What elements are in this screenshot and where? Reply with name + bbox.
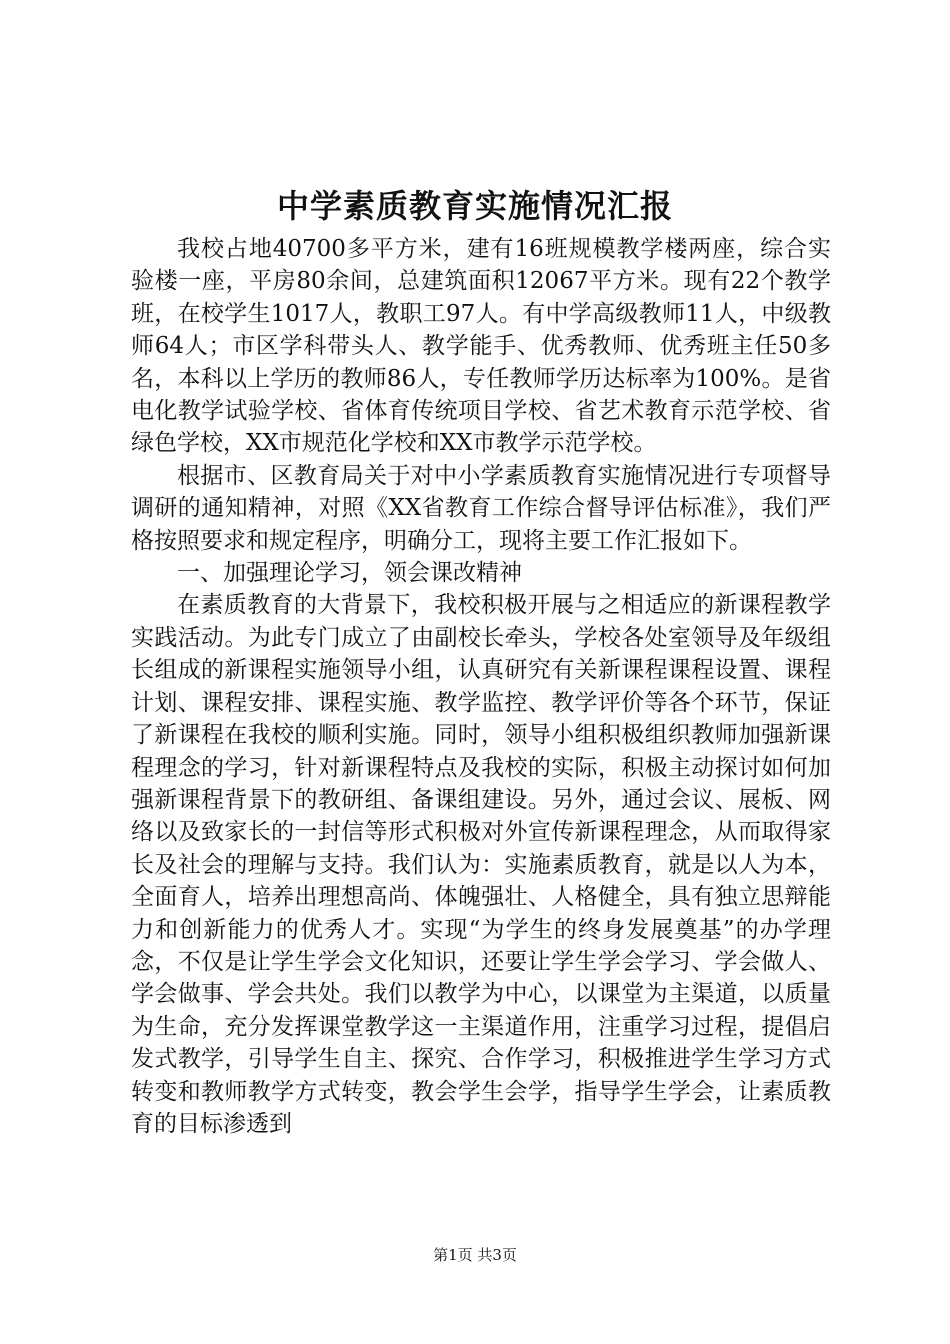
paragraph-curriculum-reform: 在素质教育的大背景下，我校积极开展与之相适应的新课程教学实践活动。为此专门成立了由副校长牵头，学校各处室领导及年级组长组成的新课程实施领导小组，认真研究有关新课程课程设置、课程计划、课程安排、课程实施、教学监控、教学评价等各个环节，保证了新课程在我校的顺利实施。同时，领导小组积极组织教师加强新课程理念的学习，针对新课程特点及我校的实际，积极主动探讨如何加强新课程背景下的教研组、备课组建设。另外，通过会议、展板、网络以及致家长的一封信等形式积极对外宣传新课程理念，从而取得家长及社会的理解与支持。我们认为：实施素质教育，就是以人为本，全面育人，培养出理想高尚、体魄强壮、人格健全，具有独立思辩能力和创新能力的优秀人才。实现“为学生的终身发展奠基”的办学理念，不仅是让学生学会文化知识，还要让学生学会学习、学会做人、学会做事、学会共处。我们以教学为中心，以课堂为主渠道，以质量为生命，充分发挥课堂教学这一主渠道作用，注重学习过程，提倡启发式教学，引导学生自主、探究、合作学习，积极推进学生学习方式转变和教师教学方式转变，教会学生会学，指导学生学会，让素质教育的目标渗透到 (131, 592, 831, 1137)
paragraph-school-overview: 我校占地40700多平方米，建有16班规模教学楼两座，综合实验楼一座，平房80余间，总建筑面积12067平方米。现有22个教学班，在校学生1017人，教职工97人。有中学高级教师11人，中级教师64人；市区学科带头人、教学能手、优秀教师、优秀班主任50多名，本科以上学历的教师86人，专任教师学历达标率为100%。是省电化教学试验学校、省体育传统项目学校、省艺术教育示范学校、省绿色学校，XX市规范化学校和XX市教学示范学校。 (131, 236, 831, 457)
paragraph-report-purpose: 根据市、区教育局关于对中小学素质教育实施情况进行专项督导调研的通知精神，对照《XX省教育工作综合督导评估标准》，我们严格按照要求和规定程序，明确分工，现将主要工作汇报如下。 (131, 462, 831, 554)
document-title: 中学素质教育实施情况汇报 (276, 187, 673, 225)
document-body (131, 233, 831, 1140)
section-heading-1: 一、加强理论学习，领会课改精神 (177, 560, 522, 587)
page-footer: 第1页 共3页 (433, 1246, 517, 1264)
